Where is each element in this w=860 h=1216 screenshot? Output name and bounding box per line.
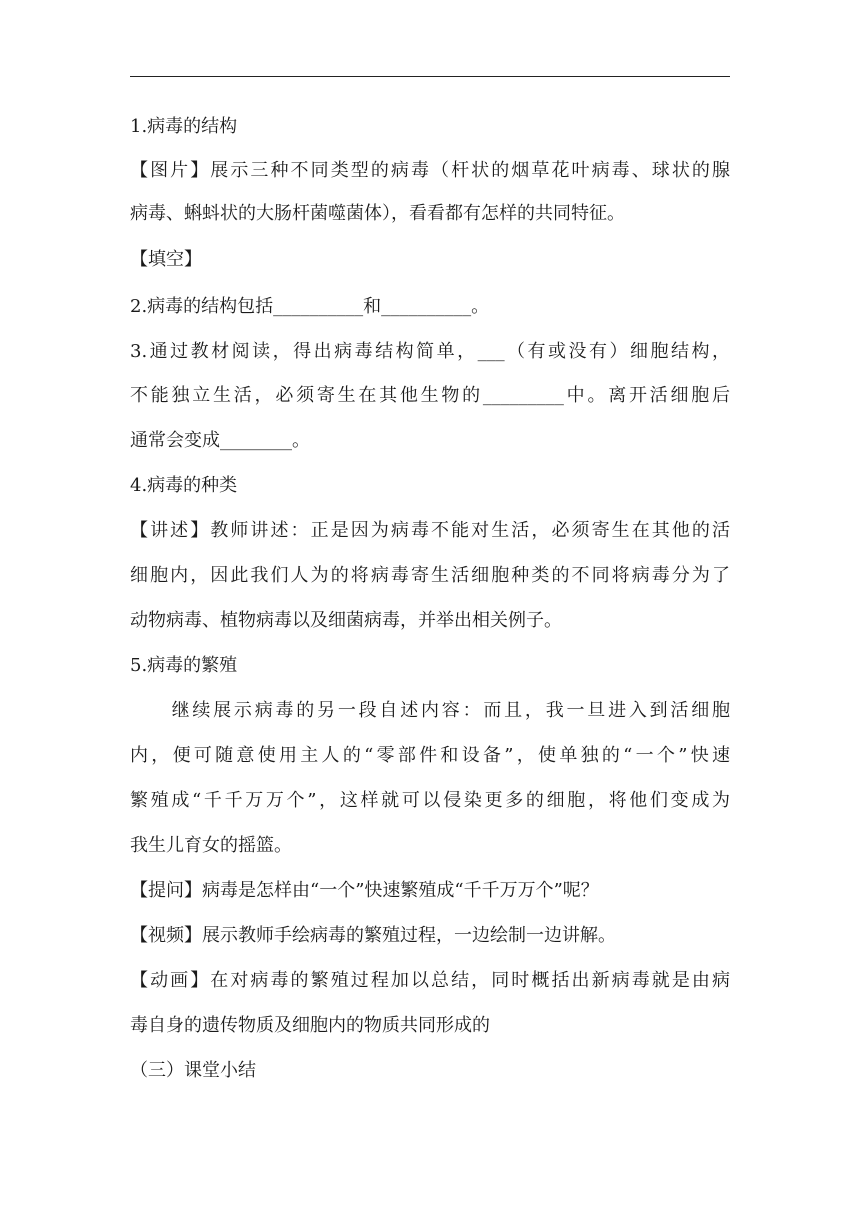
paragraph-line: 通常会变成________。	[130, 430, 310, 451]
header-rule	[130, 76, 730, 77]
paragraph-line: 继续展示病毒的另一段自述内容：而且，我一旦进入到活细胞	[130, 700, 730, 721]
heading-virus-structure: 1.病毒的结构	[130, 116, 238, 137]
question-3: 3.通过教材阅读，得出病毒结构简单，___（有或没有）细胞结构，	[130, 341, 730, 362]
paragraph-line: 我生儿育女的摇篮。	[130, 835, 292, 856]
paragraph-line: 【讲述】教师讲述：正是因为病毒不能对生活，必须寄生在其他的活	[130, 520, 730, 541]
video-line: 【视频】展示教师手绘病毒的繁殖过程，一边绘制一边讲解。	[130, 925, 616, 946]
heading-virus-types: 4.病毒的种类	[130, 475, 238, 496]
paragraph-line: 不能独立生活，必须寄生在其他生物的_________中。离开活细胞后	[130, 385, 730, 406]
paragraph-line: 毒自身的遗传物质及细胞内的物质共同形成的	[130, 1015, 490, 1036]
paragraph-line: 动物病毒、植物病毒以及细菌病毒，并举出相关例子。	[130, 610, 562, 631]
paragraph-line: 繁殖成“千千万万个”，这样就可以侵染更多的细胞，将他们变成为	[130, 790, 730, 811]
question-line: 【提问】病毒是怎样由“一个”快速繁殖成“千千万万个”呢？	[130, 880, 599, 901]
fill-blank-label: 【填空】	[130, 249, 202, 270]
paragraph-line: 病毒、蝌蚪状的大肠杆菌噬菌体），看看都有怎样的共同特征。	[130, 203, 625, 224]
heading-class-summary: （三）课堂小结	[130, 1060, 256, 1081]
question-2: 2.病毒的结构包括__________和__________。	[130, 296, 490, 317]
paragraph-line: 内，便可随意使用主人的“零部件和设备”，使单独的“一个”快速	[130, 745, 730, 766]
animation-line: 【动画】在对病毒的繁殖过程加以总结，同时概括出新病毒就是由病	[130, 970, 730, 991]
heading-virus-reproduction: 5.病毒的繁殖	[130, 655, 238, 676]
paragraph-line: 【图片】展示三种不同类型的病毒（杆状的烟草花叶病毒、球状的腺	[130, 160, 730, 181]
paragraph-line: 细胞内，因此我们人为的将病毒寄生活细胞种类的不同将病毒分为了	[130, 565, 730, 586]
